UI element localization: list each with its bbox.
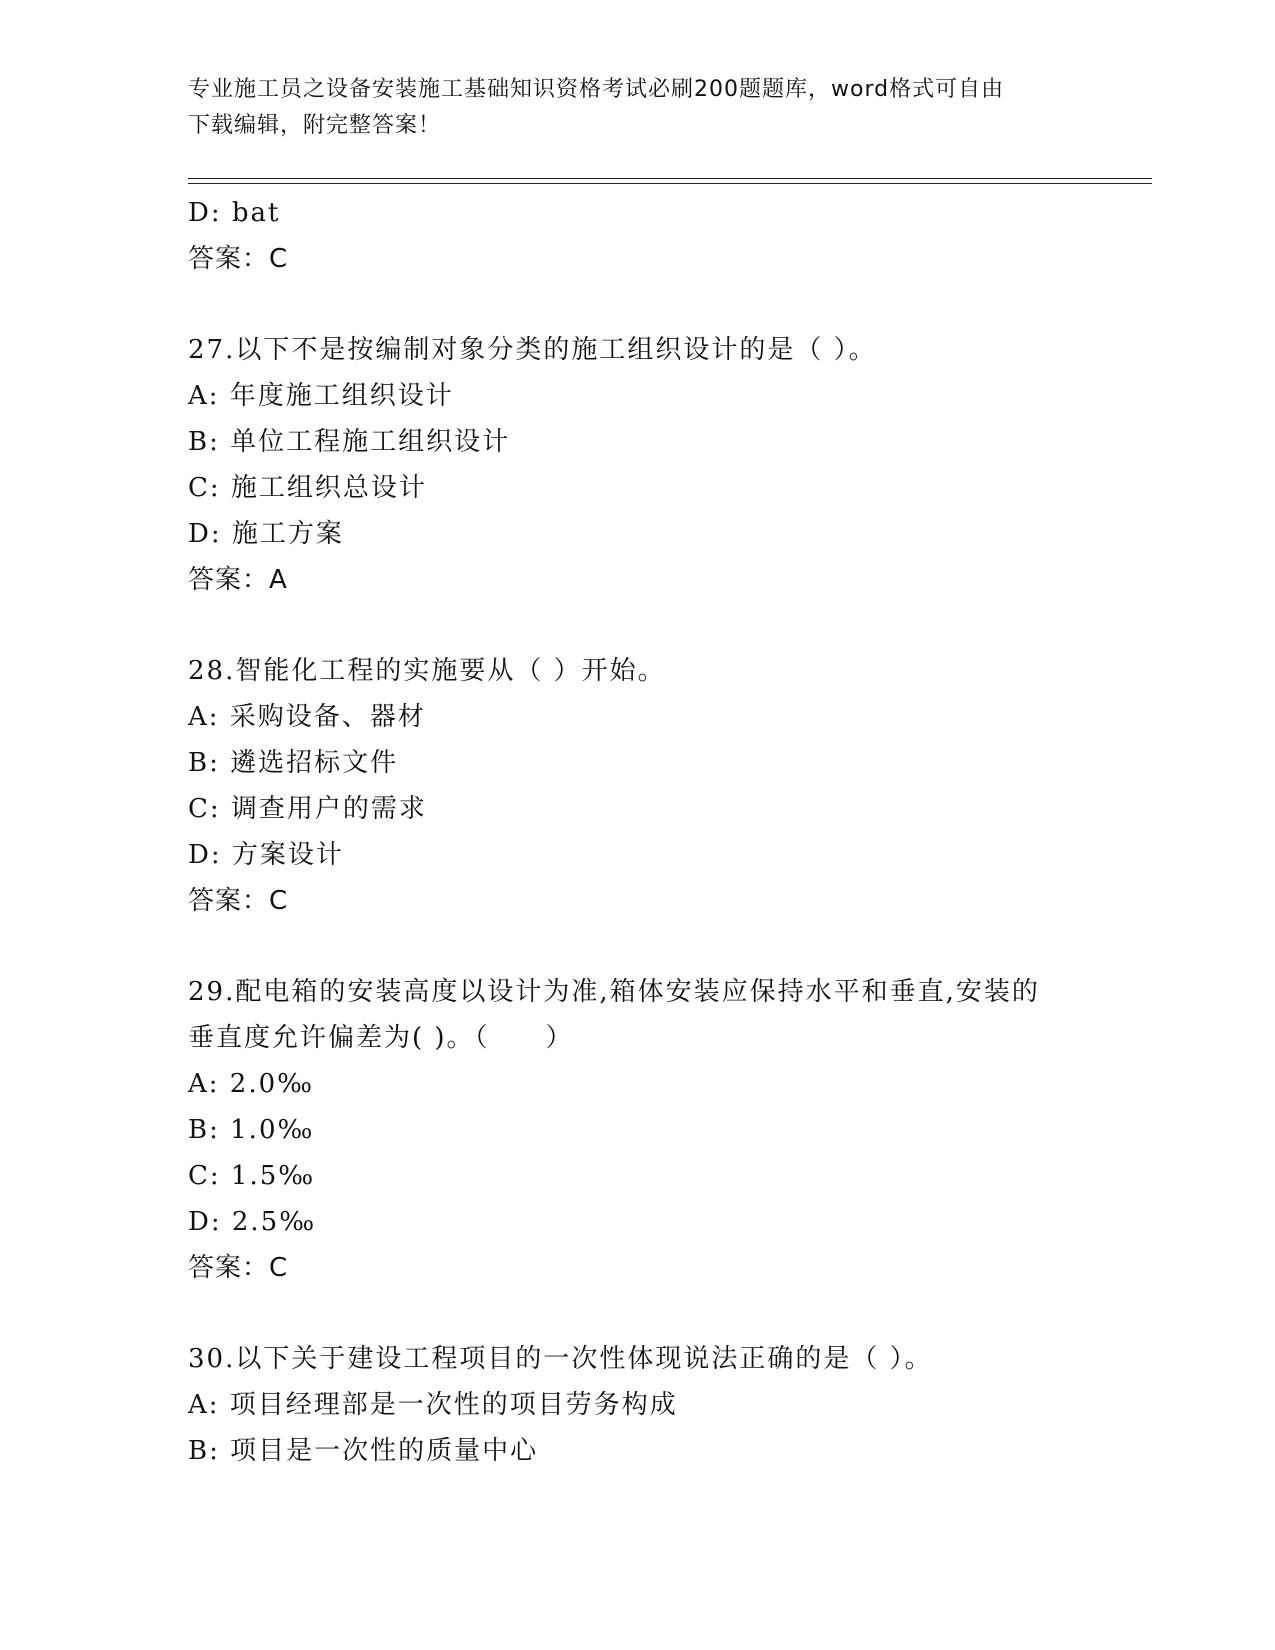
question-text-line-1: 29.配电箱的安装高度以设计为准,箱体安装应保持水平和垂直,安装的: [188, 977, 1040, 1007]
option-b: B: 1.0‰: [188, 1115, 315, 1145]
option-a: A: 2.0‰: [188, 1069, 315, 1099]
question-text: 27.以下不是按编制对象分类的施工组织设计的是（ ）。: [188, 335, 877, 365]
question-29: [188, 969, 1108, 1291]
answer-line: 答案：A: [188, 565, 288, 595]
option-d: D: 2.5‰: [188, 1207, 317, 1237]
answer-line: 答案：C: [188, 886, 289, 916]
header-divider-top: [188, 178, 1152, 179]
option-a: A: 项目经理部是一次性的项目劳务构成: [188, 1390, 678, 1420]
header-title-line-1: 专业施工员之设备安装施工基础知识资格考试必刷200题题库，word格式可自由: [188, 77, 1005, 102]
answer-line: 答案：C: [188, 1253, 289, 1283]
question-28: [188, 648, 1108, 924]
header-title-line-2: 下载编辑，附完整答案！: [188, 113, 442, 138]
option-d: D: bat: [188, 198, 281, 228]
option-b: B: 单位工程施工组织设计: [188, 427, 511, 457]
question-text: 28.智能化工程的实施要从（ ）开始。: [188, 656, 666, 686]
option-c: C: 调查用户的需求: [188, 794, 427, 824]
option-a: A: 年度施工组织设计: [188, 381, 454, 411]
option-d: D: 施工方案: [188, 519, 344, 549]
header-divider-bottom: [188, 183, 1152, 184]
page-header: [188, 72, 1068, 144]
option-a: A: 采购设备、器材: [188, 702, 426, 732]
question-30: [188, 1336, 1108, 1474]
question-27: [188, 327, 1108, 603]
question-text-line-2: 垂直度允许偏差为( )。（ ）: [188, 1023, 574, 1053]
option-c: C: 施工组织总设计: [188, 473, 427, 503]
option-b: B: 遴选招标文件: [188, 748, 399, 778]
option-b: B: 项目是一次性的质量中心: [188, 1436, 539, 1466]
question-text: 30.以下关于建设工程项目的一次性体现说法正确的是（ ）。: [188, 1344, 933, 1374]
option-c: C: 1.5‰: [188, 1161, 316, 1191]
option-d: D: 方案设计: [188, 840, 344, 870]
question-list: [188, 190, 1108, 1474]
previous-question-tail: [188, 190, 1108, 282]
answer-line: 答案：C: [188, 244, 289, 274]
